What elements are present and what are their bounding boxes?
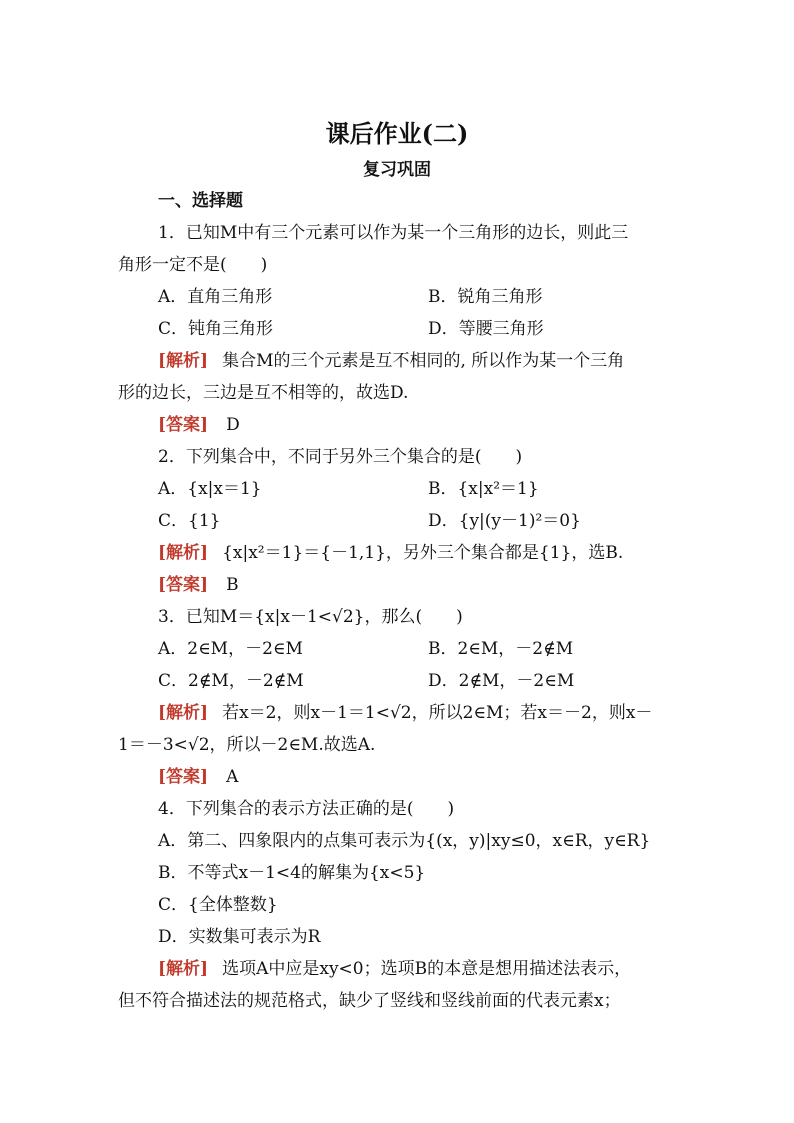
q1-answer-value: D: [226, 415, 240, 435]
q2-answer-value: B: [226, 575, 239, 595]
q3-option-c: C．2∉M，－2∉M: [158, 671, 304, 691]
q3-answer: [158, 766, 718, 788]
q2-analysis-text: {x|x²＝1}＝{－1,1}，另外三个集合都是{1}，选B.: [222, 543, 624, 563]
q3-answer-value: A: [226, 767, 239, 787]
analysis-tag: [解析]: [158, 543, 209, 563]
q2-analysis: [158, 542, 718, 564]
answer-tag: [答案]: [158, 767, 209, 787]
analysis-tag: [解析]: [158, 703, 209, 723]
page-subtitle: 复习巩固: [363, 160, 431, 180]
q4-option-b: B．不等式x－1<4的解集为{x<5}: [158, 863, 426, 883]
q4-analysis-line2: 但不符合描述法的规范格式，缺少了竖线和竖线前面的代表元素x；: [118, 991, 621, 1011]
q1-option-b: B．锐角三角形: [428, 287, 543, 307]
analysis-tag: [解析]: [158, 351, 209, 371]
q1-option-a: A．直角三角形: [158, 287, 273, 307]
answer-tag: [答案]: [158, 575, 209, 595]
q3-stem: 3．已知M＝{x|x－1<√2}，那么( ): [158, 607, 463, 627]
q1-analysis-line1: [158, 350, 678, 372]
q1-analysis-text: 集合M的三个元素是互不相同的, 所以作为某一个三角: [222, 351, 625, 371]
q3-option-a: A．2∈M，－2∈M: [158, 639, 303, 659]
page-title: 课后作业(二): [325, 119, 469, 148]
q2-stem: 2．下列集合中，不同于另外三个集合的是( ): [158, 447, 523, 467]
q2-option-d: D．{y|(y－1)²＝0}: [428, 511, 581, 531]
q2-option-b: B．{x|x²＝1}: [428, 479, 539, 499]
q1-analysis-line2: 形的边长，三边是互不相等的，故选D.: [118, 383, 409, 403]
q3-analysis-text: 若x＝2，则x－1＝1<√2，所以2∈M；若x＝－2，则x－: [222, 703, 653, 723]
analysis-tag: [解析]: [158, 959, 209, 979]
q1-stem-line2: 角形一定不是( ): [118, 255, 268, 275]
q4-option-c: C．{全体整数}: [158, 895, 278, 915]
q1-option-c: C．钝角三角形: [158, 319, 274, 339]
q2-option-c: C．{1}: [158, 511, 221, 531]
section-heading: 一、选择题: [158, 191, 243, 211]
q3-option-d: D．2∉M，－2∈M: [428, 671, 575, 691]
q2-answer: [158, 574, 718, 596]
q4-analysis-text: 选项A中应是xy<0；选项B的本意是想用描述法表示，: [222, 959, 632, 979]
q4-stem: 4．下列集合的表示方法正确的是( ): [158, 799, 455, 819]
q4-option-d: D．实数集可表示为R: [158, 927, 321, 947]
q3-option-b: B．2∈M，－2∉M: [428, 639, 574, 659]
q1-stem-line1: 1．已知M中有三个元素可以作为某一个三角形的边长，则此三: [158, 223, 629, 243]
answer-tag: [答案]: [158, 415, 209, 435]
q3-analysis-line1: [158, 702, 678, 724]
q1-answer: [158, 414, 718, 436]
q4-option-a: A．第二、四象限内的点集可表示为{(x，y)|xy≤0，x∈R，y∈R}: [158, 831, 651, 851]
q1-option-d: D．等腰三角形: [428, 319, 544, 339]
q3-analysis-line2: 1＝－3<√2，所以－2∈M.故选A.: [118, 735, 376, 755]
q4-analysis-line1: [158, 958, 678, 980]
q2-option-a: A．{x|x＝1}: [158, 479, 262, 499]
